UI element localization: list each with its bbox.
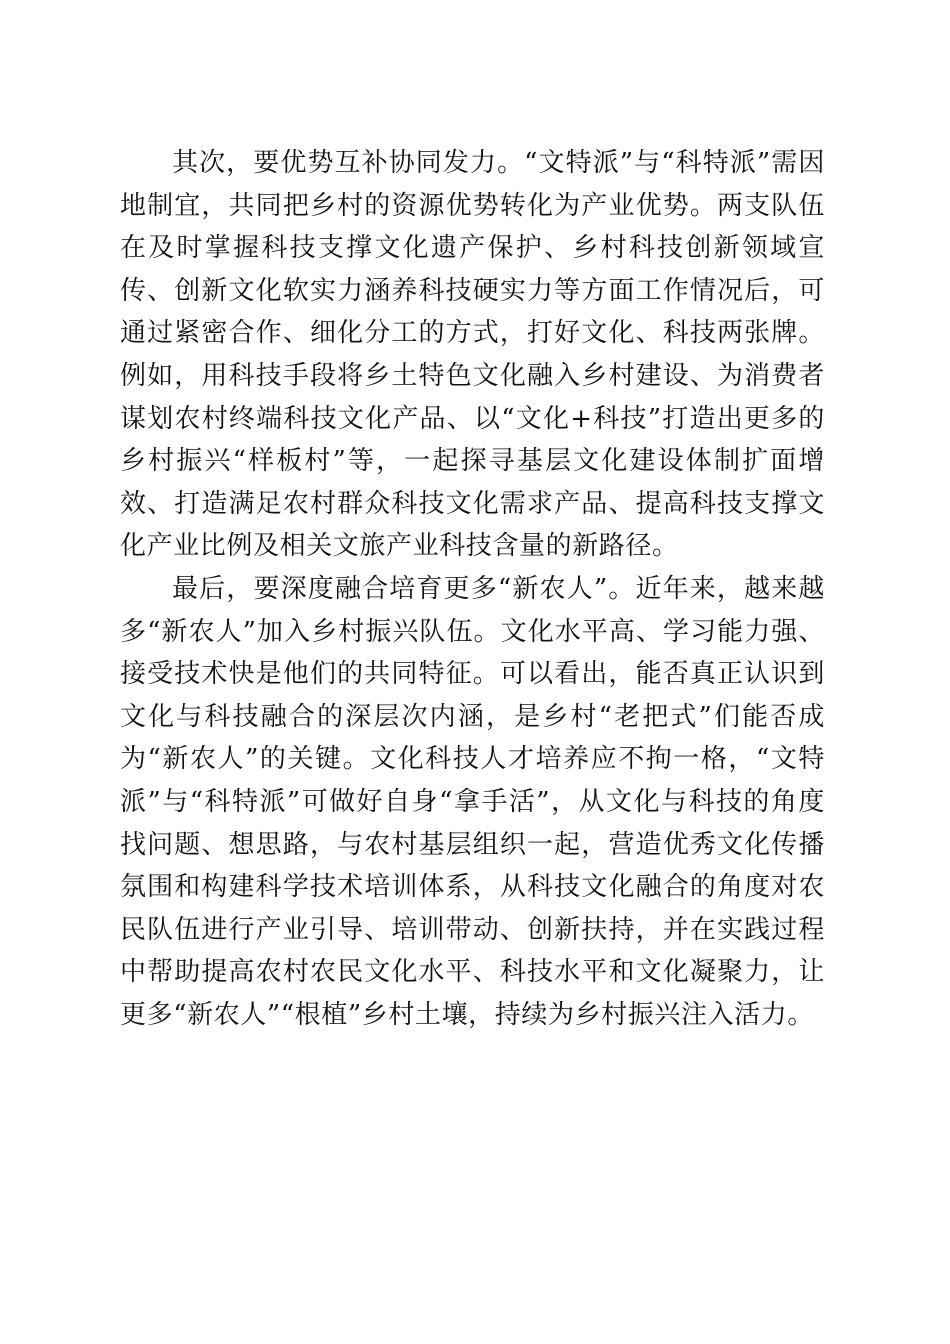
- paragraph-new-farmers: 最后，要深度融合培育更多“新农人”。近年来，越来越多“新农人”加入乡村振兴队伍。文化水平高、学习能力强、接受技术快是他们的共同特征。可以看出，能否真正认识到文化与科技融合的深层次内涵，是乡村“老把式”们能否成为“新农人”的关键。文化科技人才培养应不拘一格，“文特派”与“科特派”可做好自身“拿手活”，从文化与科技的角度找问题、想思路，与农村基层组织一起，营造优秀文化传播氛围和构建科学技术培训体系，从科技文化融合的角度对农民队伍进行产业引导、培训带动、创新扶持，并在实践过程中帮助提高农村农民文化水平、科技水平和文化凝聚力，让更多“新农人”“根植”乡村土壤，持续为乡村振兴注入活力。: [120, 573, 825, 1030]
- paragraph-advantage-complement: 其次，要优势互补协同发力。“文特派”与“科特派”需因地制宜，共同把乡村的资源优势转化为产业优势。两支队伍在及时掌握科技支撑文化遗产保护、乡村科技创新领域宣传、创新文化软实力涵养科技硬实力等方面工作情况后，可通过紧密合作、细化分工的方式，打好文化、科技两张牌。例如，用科技手段将乡土特色文化融入乡村建设、为消费者谋划农村终端科技文化产品、以“文化+科技”打造出更多的乡村振兴“样板村”等，一起探寻基层文化建设体制扩面增效、打造满足农村群众科技文化需求产品、提高科技支撑文化产业比例及相关文旅产业科技含量的新路径。: [120, 148, 825, 562]
- document-body: [120, 142, 825, 1036]
